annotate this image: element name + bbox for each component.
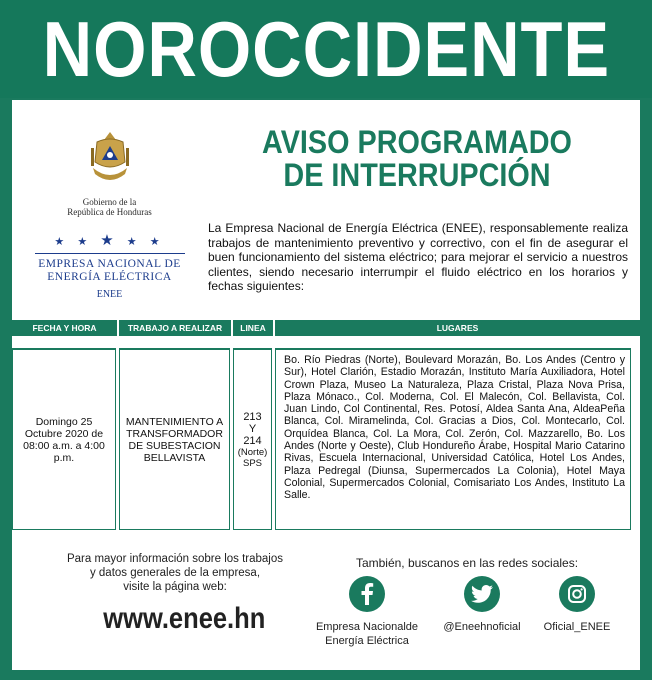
enee-logo — [22, 128, 197, 300]
stars-icon: ★ ★ ★ ★ ★ — [54, 232, 165, 249]
table-row — [12, 348, 640, 530]
government-label: Gobierno de la República de Honduras — [67, 197, 152, 217]
more-info-text: Para mayor información sobre los trabajos y datos generales de la empresa, visite la página web: — [66, 553, 284, 593]
cell-lugares: Bo. Río Piedras (Norte), Boulevard Morazán, Bo. Los Andes (Centro y Sur), Hotel Clarión, Estadio Morazán, Instituto María Auxiliadora, Hotel Crown Plaza, Museo La Naturaleza, Plaza Cristal, Plaza Nova Prisa, Plaza Mónaco., Col. Moderna, Col. El Malecón, Col. Bellavista, Col. Juan Lindo, Col Continental, Res. Potosí, Aldea Santa Ana, AldeaPeña Blanca, Col. Miramelinda, Col. Gracias a Dios, Col. Montecarlo, Col. Orquídea Blanca, Col. La Mora, Col. Zerón, Col. Mazzarello, Bo. Los Andes (Norte y Oeste), Club Hondureño Árabe, Hospital Mario Catarino Rivas, Escuela Internacional, Universidad Católica, Hotel Los Andes, Plaza Pedregal (Diunsa, Supermercados La Colonia), Hotel Maya Colonial, Supermercados Colonial, Comisariato Los Andes, Instituto La Salle. — [275, 348, 631, 530]
table-header — [12, 320, 640, 336]
header-fecha: FECHA Y HORA — [12, 320, 119, 336]
twitter-icon — [464, 576, 500, 612]
notice-card — [12, 100, 640, 670]
organization-name: EMPRESA NACIONAL DE ENERGÍA ELÉCTRICA — [38, 258, 181, 283]
instagram-link[interactable]: Oficial_ENEE — [532, 576, 622, 634]
facebook-icon — [349, 576, 385, 612]
notice-title: AVISO PROGRAMADO DE INTERRUPCIÓN — [262, 124, 572, 193]
facebook-link[interactable]: Empresa Nacionalde Energía Eléctrica — [312, 576, 422, 648]
twitter-link[interactable]: @Eneehnoficial — [432, 576, 532, 634]
cell-linea: 213 Y 214 (Norte) SPS — [233, 348, 272, 530]
header-linea: LINEA — [233, 320, 275, 336]
header-banner — [0, 0, 652, 98]
instagram-icon — [559, 576, 595, 612]
website-link[interactable]: www.enee.hn — [102, 602, 266, 635]
intro-paragraph: La Empresa Nacional de Energía Eléctrica (ENEE), responsablemente realiza trabajos de mantenimiento preventivo y correctivo, con el fin de asegurar el buen funcionamiento del sistema eléctrico; para mejorar el servicio a nuestros clientes, siendo necesario interrumpir el fluido eléctrico en los horarios y fechas siguientes: — [208, 221, 628, 293]
cell-trabajo: MANTENIMIENTO A TRANSFORMADOR DE SUBESTACION BELLAVISTA — [119, 348, 230, 530]
coat-of-arms-icon — [87, 128, 133, 188]
cell-fecha: Domingo 25 Octubre 2020 de 08:00 a.m. a 4:00 p.m. — [12, 348, 116, 530]
header-lugares: LUGARES — [436, 323, 479, 333]
divider — [35, 253, 185, 254]
organization-acronym: ENEE — [96, 289, 123, 300]
header-trabajo: TRABAJO A REALIZAR — [119, 320, 233, 336]
region-title: NOROCCIDENTE — [42, 5, 610, 93]
social-heading: También, buscanos en las redes sociales: — [355, 556, 579, 570]
